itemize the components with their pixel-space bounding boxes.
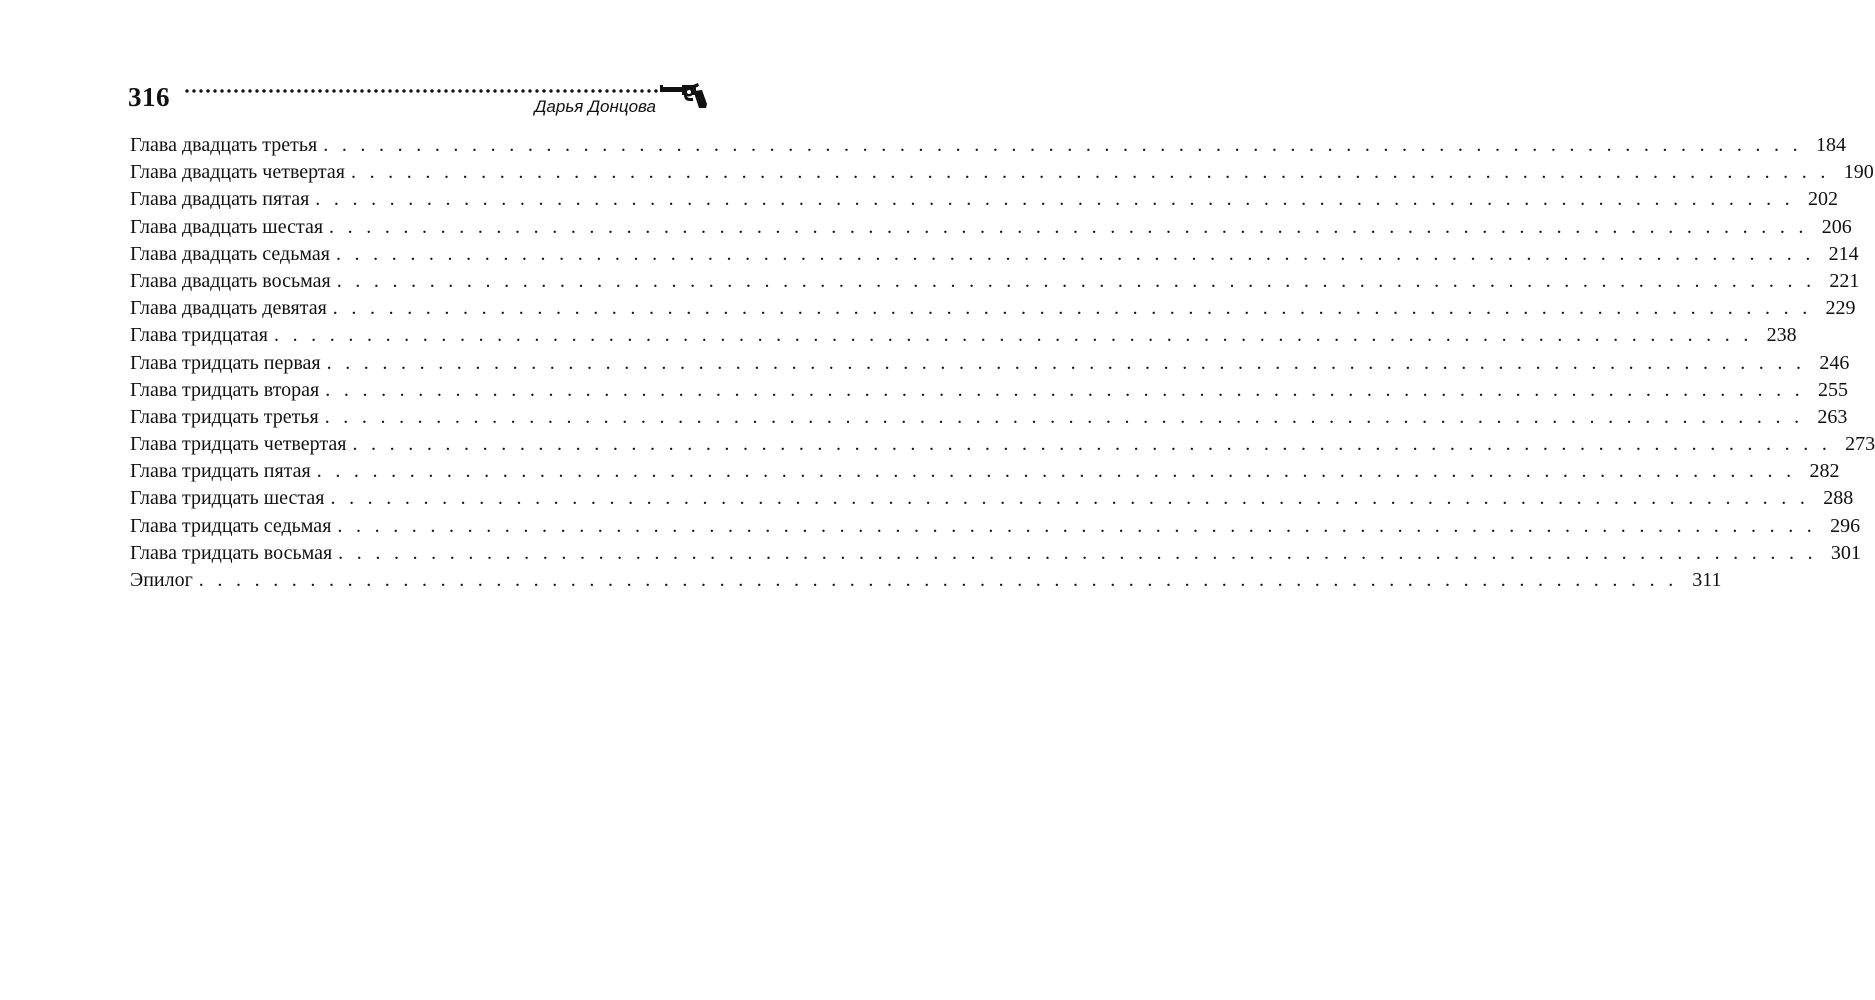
toc-entry-title: Глава тридцать пятая: [130, 460, 311, 483]
toc-dot-leader: . . . . . . . . . . . . . . . . . . . . . . . . . . . . . . . . . . . . . . . . . . . . . . . . . . . . . . . . . . . . . . . . . . . . . . . . . . . . . . . .: [198, 569, 1678, 591]
table-of-contents: [130, 132, 1875, 594]
toc-dot-leader: . . . . . . . . . . . . . . . . . . . . . . . . . . . . . . . . . . . . . . . . . . . . . . . . . . . . . . . . . . . . . . . . . . . . . . . . . . . . . . . .: [329, 215, 1808, 238]
toc-dot-leader: . . . . . . . . . . . . . . . . . . . . . . . . . . . . . . . . . . . . . . . . . . . . . . . . . . . . . . . . . . . . . . . . . . . . . . . . . . . . . . . .: [330, 487, 1810, 510]
toc-entry-page: 246: [1819, 351, 1850, 374]
toc-entry: [130, 159, 1874, 186]
toc-entry: [130, 540, 1861, 567]
toc-entry-title: Глава тридцать третья: [130, 405, 319, 428]
toc-entry: [130, 350, 1850, 377]
toc-entry-page: 184: [1815, 134, 1846, 156]
toc-dot-leader: . . . . . . . . . . . . . . . . . . . . . . . . . . . . . . . . . . . . . . . . . . . . . . . . . . . . . . . . . . . . . . . . . . . . . . . . . . . . . . . .: [335, 242, 1815, 265]
toc-entry: [130, 431, 1875, 458]
toc-entry: [130, 132, 1846, 159]
toc-entry: [130, 214, 1852, 241]
page-header: [128, 82, 708, 118]
toc-entry-page: 221: [1829, 269, 1860, 292]
toc-entry-title: Глава двадцать третья: [130, 134, 318, 156]
toc-entry-page: 282: [1809, 460, 1840, 483]
toc-entry-title: Глава двадцать девятая: [130, 297, 327, 320]
toc-entry-title: Эпилог: [130, 569, 193, 591]
page-number: 316: [128, 82, 170, 112]
toc-entry-page: 214: [1828, 242, 1859, 265]
toc-entry-title: Глава тридцать седьмая: [130, 514, 332, 537]
toc-dot-leader: . . . . . . . . . . . . . . . . . . . . . . . . . . . . . . . . . . . . . . . . . . . . . . . . . . . . . . . . . . . . . . . . . . . . . . . . . . . . . . . .: [273, 324, 1753, 347]
toc-entry-page: 202: [1807, 188, 1838, 211]
toc-entry: [130, 295, 1856, 322]
toc-entry: [130, 485, 1854, 512]
toc-entry: [130, 458, 1840, 485]
toc-entry-title: Глава двадцать четвертая: [130, 161, 345, 184]
toc-entry: [130, 241, 1859, 268]
toc-entry-page: 296: [1830, 514, 1861, 537]
toc-entry-page: 288: [1823, 487, 1854, 510]
toc-entry: [130, 513, 1861, 540]
toc-dot-leader: . . . . . . . . . . . . . . . . . . . . . . . . . . . . . . . . . . . . . . . . . . . . . . . . . . . . . . . . . . . . . . . . . . . . . . . . . . . . . . . .: [352, 433, 1832, 456]
toc-entry-title: Глава тридцать вторая: [130, 378, 320, 401]
toc-entry-page: 301: [1830, 541, 1861, 564]
toc-entry-page: 238: [1766, 324, 1797, 347]
toc-entry-page: 273: [1845, 433, 1875, 456]
header-dotted-rule: [184, 88, 662, 94]
toc-entry-title: Глава двадцать пятая: [130, 188, 310, 211]
toc-dot-leader: . . . . . . . . . . . . . . . . . . . . . . . . . . . . . . . . . . . . . . . . . . . . . . . . . . . . . . . . . . . . . . . . . . . . . . . . . . . . . . . .: [324, 405, 1804, 428]
toc-entry-title: Глава тридцатая: [130, 324, 268, 347]
toc-entry-title: Глава тридцать первая: [130, 351, 321, 374]
toc-dot-leader: . . . . . . . . . . . . . . . . . . . . . . . . . . . . . . . . . . . . . . . . . . . . . . . . . . . . . . . . . . . . . . . . . . . . . . . . . . . . . . . .: [315, 188, 1794, 211]
toc-entry-page: 206: [1821, 215, 1852, 238]
toc-dot-leader: . . . . . . . . . . . . . . . . . . . . . . . . . . . . . . . . . . . . . . . . . . . . . . . . . . . . . . . . . . . . . . . . . . . . . . . . . . . . . . . .: [332, 297, 1812, 320]
toc-dot-leader: . . . . . . . . . . . . . . . . . . . . . . . . . . . . . . . . . . . . . . . . . . . . . . . . . . . . . . . . . . . . . . . . . . . . . . . . . . . . . . . .: [337, 514, 1817, 537]
toc-entry-title: Глава тридцать шестая: [130, 487, 325, 510]
author-name: Дарья Донцова: [534, 97, 656, 116]
toc-entry-title: Глава двадцать шестая: [130, 215, 324, 238]
toc-dot-leader: . . . . . . . . . . . . . . . . . . . . . . . . . . . . . . . . . . . . . . . . . . . . . . . . . . . . . . . . . . . . . . . . . . . . . . . . . . . . . . . .: [326, 351, 1806, 374]
revolver-icon: [660, 82, 708, 110]
toc-entry: [130, 567, 1722, 594]
toc-dot-leader: . . . . . . . . . . . . . . . . . . . . . . . . . . . . . . . . . . . . . . . . . . . . . . . . . . . . . . . . . . . . . . . . . . . . . . . . . . . . . . . .: [338, 541, 1817, 564]
toc-entry-page: 311: [1692, 569, 1722, 591]
toc-entry-page: 190: [1843, 161, 1874, 184]
toc-entry-page: 255: [1817, 378, 1848, 401]
toc-dot-leader: . . . . . . . . . . . . . . . . . . . . . . . . . . . . . . . . . . . . . . . . . . . . . . . . . . . . . . . . . . . . . . . . . . . . . . . . . . . . . . . .: [323, 134, 1802, 156]
toc-entry-page: 229: [1825, 297, 1856, 320]
toc-entry: [130, 377, 1848, 404]
toc-entry-title: Глава тридцать четвертая: [130, 433, 347, 456]
toc-entry: [130, 322, 1797, 349]
toc-entry-title: Глава тридцать восьмая: [130, 541, 333, 564]
toc-entry: [130, 404, 1848, 431]
toc-entry-page: 263: [1817, 405, 1848, 428]
toc-entry: [130, 268, 1860, 295]
toc-dot-leader: . . . . . . . . . . . . . . . . . . . . . . . . . . . . . . . . . . . . . . . . . . . . . . . . . . . . . . . . . . . . . . . . . . . . . . . . . . . . . . . .: [316, 460, 1796, 483]
toc-dot-leader: . . . . . . . . . . . . . . . . . . . . . . . . . . . . . . . . . . . . . . . . . . . . . . . . . . . . . . . . . . . . . . . . . . . . . . . . . . . . . . . .: [336, 269, 1816, 292]
toc-entry: [130, 186, 1838, 213]
toc-dot-leader: . . . . . . . . . . . . . . . . . . . . . . . . . . . . . . . . . . . . . . . . . . . . . . . . . . . . . . . . . . . . . . . . . . . . . . . . . . . . . . . .: [350, 161, 1830, 184]
toc-entry-title: Глава двадцать седьмая: [130, 242, 330, 265]
toc-entry-title: Глава двадцать восьмая: [130, 269, 331, 292]
toc-dot-leader: . . . . . . . . . . . . . . . . . . . . . . . . . . . . . . . . . . . . . . . . . . . . . . . . . . . . . . . . . . . . . . . . . . . . . . . . . . . . . . . .: [325, 378, 1804, 401]
